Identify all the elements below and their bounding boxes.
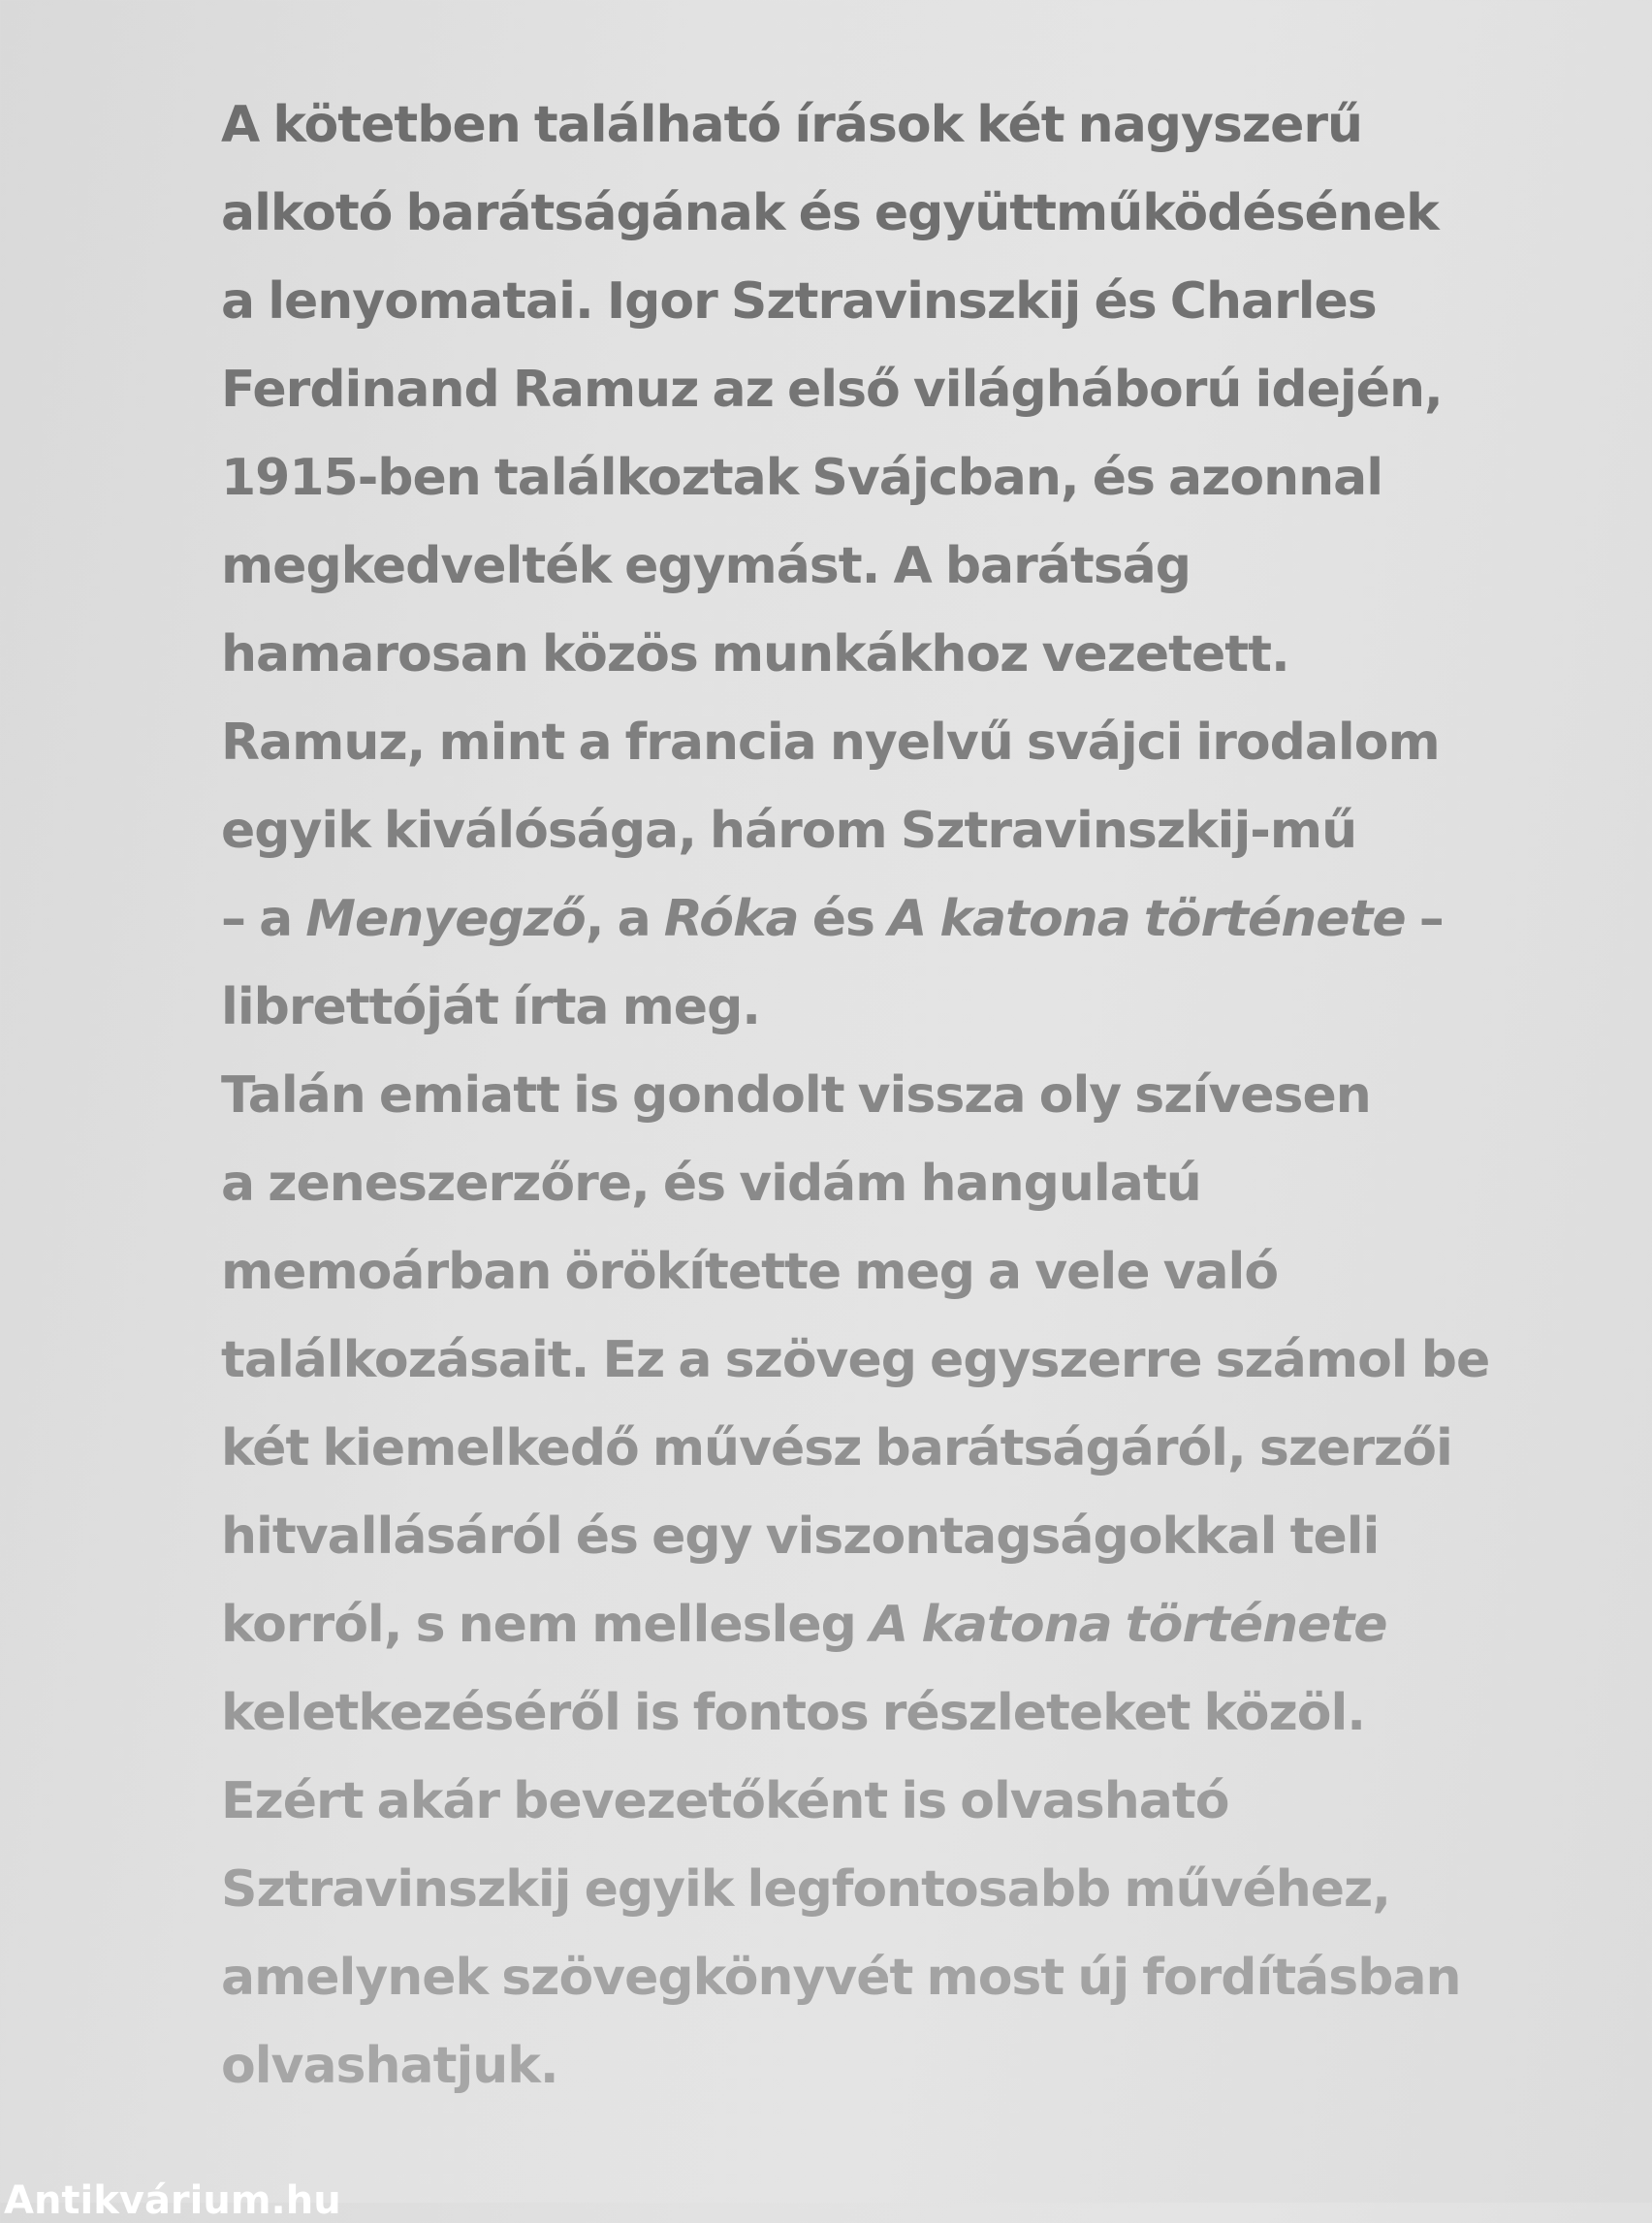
text-line	[221, 1405, 1540, 1493]
text-line	[221, 1846, 1540, 1934]
italic-title: A katona története	[888, 890, 1406, 948]
text-line	[221, 699, 1540, 787]
text-line	[221, 1669, 1540, 1758]
blurb-text	[221, 81, 1540, 2111]
text-segment: Ezért akár bevezetőként is olvasható	[221, 1772, 1229, 1830]
text-line	[221, 523, 1540, 611]
text-line	[221, 170, 1540, 258]
text-line	[221, 1934, 1540, 2022]
text-segment: a lenyomatai. Igor Sztravinszkij és Charles	[221, 272, 1377, 331]
text-line	[221, 434, 1540, 523]
text-line	[221, 1140, 1540, 1228]
text-segment: megkedvelték egymást. A barátság	[221, 537, 1191, 595]
text-line	[221, 1758, 1540, 1846]
italic-title: A katona története	[869, 1596, 1387, 1654]
text-segment: a zeneszerzőre, és vidám hangulatú	[221, 1155, 1201, 1213]
text-segment: Talán emiatt is gondolt vissza oly szívesen	[221, 1066, 1371, 1125]
text-segment: alkotó barátságának és együttműködésének	[221, 184, 1439, 242]
text-line	[221, 1317, 1540, 1405]
text-segment: egyik kiválósága, három Sztravinszkij-mű	[221, 802, 1357, 860]
text-segment: olvashatjuk.	[221, 2037, 558, 2095]
text-line	[221, 346, 1540, 434]
text-segment: találkozásait. Ez a szöveg egyszerre számol be	[221, 1331, 1490, 1389]
text-segment: és	[798, 890, 889, 948]
text-line	[221, 1493, 1540, 1581]
text-line	[221, 964, 1540, 1052]
text-segment: – a	[221, 890, 306, 948]
text-segment: keletkezéséről is fontos részleteket közöl.	[221, 1684, 1366, 1742]
text-segment: hamarosan közös munkákhoz vezetett.	[221, 625, 1289, 683]
text-line	[221, 2022, 1540, 2111]
text-line	[221, 1052, 1540, 1140]
text-segment: A kötetben található írások két nagyszerű	[221, 96, 1363, 154]
text-segment: librettóját írta meg.	[221, 978, 761, 1036]
text-segment: korról, s nem mellesleg	[221, 1596, 870, 1654]
text-line	[221, 258, 1540, 346]
text-segment: amelynek szövegkönyvét most új fordításban	[221, 1949, 1461, 2007]
text-line	[221, 787, 1540, 875]
text-segment: , a	[585, 890, 664, 948]
text-segment: –	[1405, 890, 1444, 948]
italic-title: Róka	[663, 890, 799, 948]
text-segment: hitvallásáról és egy viszontagságokkal teli	[221, 1508, 1380, 1566]
text-line	[221, 1228, 1540, 1317]
text-line	[221, 611, 1540, 699]
text-line	[221, 81, 1540, 170]
text-segment: Sztravinszkij egyik legfontosabb művéhez,	[221, 1860, 1391, 1919]
text-segment: 1915-ben találkoztak Svájcban, és azonnal	[221, 449, 1383, 507]
italic-title: Menyegző	[305, 890, 586, 948]
text-segment: memoárban örökítette meg a vele való	[221, 1243, 1279, 1301]
text-segment: Ferdinand Ramuz az első világháború idején,	[221, 361, 1443, 419]
watermark-text: Antikvárium.hu	[4, 2178, 341, 2223]
text-line	[221, 875, 1540, 964]
text-segment: Ramuz, mint a francia nyelvű svájci irodalom	[221, 714, 1440, 772]
text-line	[221, 1581, 1540, 1669]
text-segment: két kiemelkedő művész barátságáról, szerzői	[221, 1419, 1452, 1477]
